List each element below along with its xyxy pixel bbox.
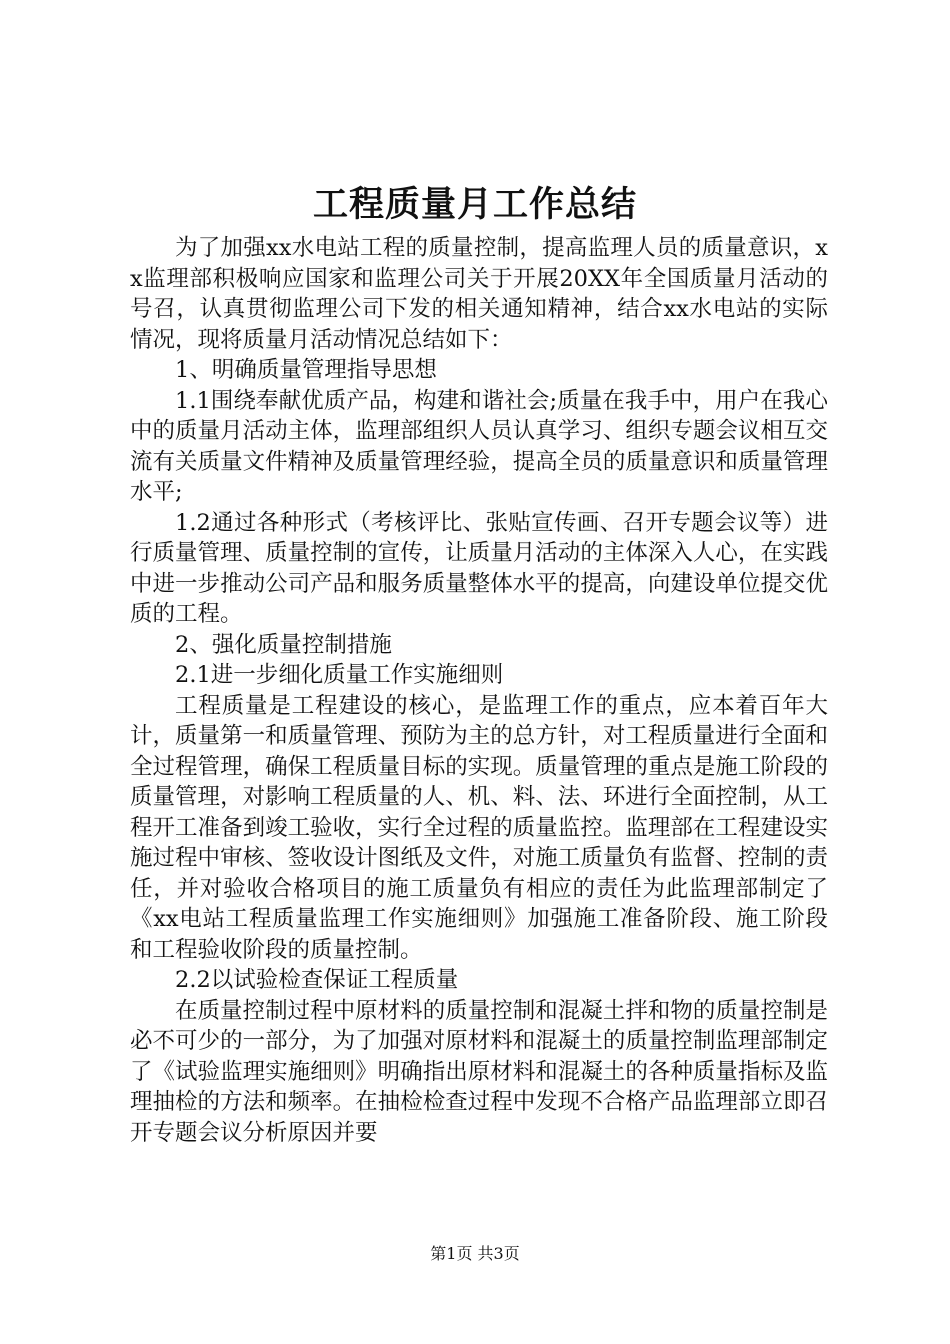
document-body bbox=[130, 233, 828, 1148]
subsection-heading-2-2: 2.2以试验检查保证工程质量 bbox=[175, 967, 459, 993]
document-title: 工程质量月工作总结 bbox=[312, 184, 637, 225]
intro-paragraph: 为了加强xx水电站工程的质量控制，提高监理人员的质量意识，xx监理部积极响应国家和监理公司关于开展20XX年全国质量月活动的号召，认真贯彻监理公司下发的相关通知精神，结合xx水电站的实际情况，现将质量月活动情况总结如下： bbox=[130, 235, 828, 353]
section-1-2-paragraph: 1.2通过各种形式（考核评比、张贴宣传画、召开专题会议等）进行质量管理、质量控制的宣传，让质量月活动的主体深入人心，在实践中进一步推动公司产品和服务质量整体水平的提高，向建设单位提交优质的工程。 bbox=[130, 509, 828, 627]
section-1-1-paragraph: 1.1围绕奉献优质产品，构建和谐社会;质量在我手中，用户在我心中的质量月活动主体，监理部组织人员认真学习、组织专题会议相互交流有关质量文件精神及质量管理经验，提高全员的质量意识和质量管理水平; bbox=[130, 387, 828, 505]
section-heading-1: 1、明确质量管理指导思想 bbox=[175, 357, 437, 383]
section-2-1-paragraph: 工程质量是工程建设的核心，是监理工作的重点，应本着百年大计，质量第一和质量管理、预防为主的总方针，对工程质量进行全面和全过程管理，确保工程质量目标的实现。质量管理的重点是施工阶段的质量管理，对影响工程质量的人、机、料、法、环进行全面控制，从工程开工准备到竣工验收，实行全过程的质量监控。监理部在工程建设实施过程中审核、签收设计图纸及文件，对施工质量负有监督、控制的责任，并对验收合格项目的施工质量负有相应的责任为此监理部制定了《xx电站工程质量监理工作实施细则》加强施工准备阶段、施工阶段和工程验收阶段的质量控制。 bbox=[130, 692, 828, 963]
section-2-2-paragraph: 在质量控制过程中原材料的质量控制和混凝土拌和物的质量控制是必不可少的一部分，为了加强对原材料和混凝土的质量控制监理部制定了《试验监理实施细则》明确指出原材料和混凝土的各种质量指标及监理抽检的方法和频率。在抽检检查过程中发现不合格产品监理部立即召开专题会议分析原因并要 bbox=[130, 997, 828, 1146]
section-heading-2: 2、强化质量控制措施 bbox=[175, 631, 392, 658]
subsection-heading-2-1: 2.1进一步细化质量工作实施细则 bbox=[175, 662, 504, 688]
page-footer: 第1页 共3页 bbox=[430, 1244, 520, 1263]
